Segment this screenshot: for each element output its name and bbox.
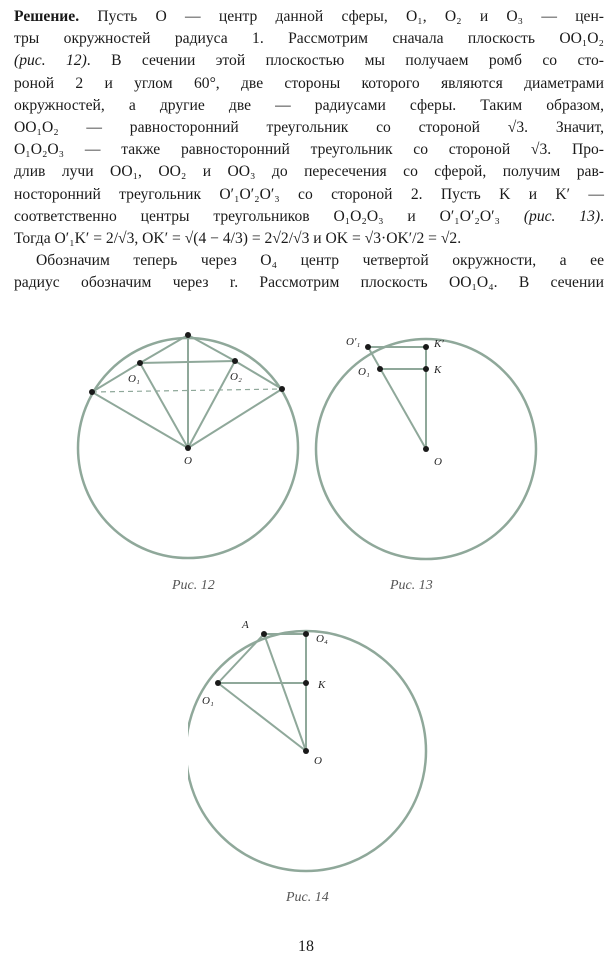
figure-13	[308, 325, 558, 575]
label-o1: O₁	[358, 366, 370, 378]
solution-line-7: O₁O₂O₃ — также равносторонний треугольник со стороной √3. Про-	[14, 141, 604, 159]
caption-fig-13: Рис. 13	[390, 578, 433, 593]
figure-14-lines	[218, 634, 306, 751]
solution-line-8: длив лучи OO₁, OO₂ и OO₃ до пересечения со сферой, получим рав-	[14, 163, 604, 181]
solution-line-9: носторонний треугольник O′₁O′₂O′₃ со стороной 2. Пусть K и K′ —	[14, 185, 604, 203]
solution-text	[14, 6, 604, 295]
figure-12	[70, 300, 320, 570]
solution-line-3: (рис. 12). В сечении этой плоскостью мы получаем ромб со сто-	[14, 52, 604, 70]
solution-line-2: тры окружностей радиуса 1. Рассмотрим сначала плоскость OO₁O₂	[14, 30, 604, 48]
solution-line-1: Решение. Пусть O — центр данной сферы, O₁, O₂ и O₃ — цен-	[14, 8, 604, 25]
label-o: O	[434, 456, 442, 468]
solution-line-5: окружностей, а другие две — радиусами сферы. Таким образом,	[14, 96, 604, 114]
label-o1: O₁	[202, 695, 214, 707]
page-number: 18	[298, 938, 314, 955]
solution-heading: Решение.	[14, 8, 80, 25]
label-k: K	[318, 679, 326, 691]
paragraph2-line-1: Обозначим теперь через O₄ центр четвертой окружности, а ее	[36, 252, 604, 270]
label-k-prime: K′	[434, 338, 444, 350]
label-o: O	[314, 755, 322, 767]
solution-line-10: соответственно центры треугольников O₁O₂O₃ и O′₁O′₂O′₃ (рис. 13).	[14, 207, 604, 225]
caption-fig-12: Рис. 12	[172, 578, 215, 593]
label-o1-prime: O′₁	[346, 336, 361, 348]
label-o: O	[184, 455, 192, 467]
caption-fig-14: Рис. 14	[286, 890, 329, 905]
label-o4: O₄	[316, 633, 328, 645]
solution-line-4: роной 2 и углом 60°, две стороны которого являются диаметрами	[14, 74, 604, 92]
figure-ref-13: (рис. 13)	[523, 207, 601, 225]
figure-14	[188, 608, 438, 888]
figure-13-lines	[368, 347, 426, 449]
label-a: A	[242, 619, 249, 631]
figure-ref-12: (рис. 12)	[14, 52, 87, 70]
label-o1: O₁	[128, 373, 140, 385]
solution-line-11: Тогда O′₁K′ = 2/√3, OK′ = √(4 − 4/3) = 2√2/√3 и OK = √3·OK′/2 = √2.	[14, 230, 462, 248]
solution-line-6: OO₁O₂ — равносторонний треугольник со стороной √3. Значит,	[14, 119, 604, 137]
label-o2: O₂	[230, 371, 242, 383]
label-k: K	[434, 364, 442, 376]
paragraph2-line-2: радиус обозначим через r. Рассмотрим плоскость OO₁O₄. В сечении	[14, 274, 604, 292]
